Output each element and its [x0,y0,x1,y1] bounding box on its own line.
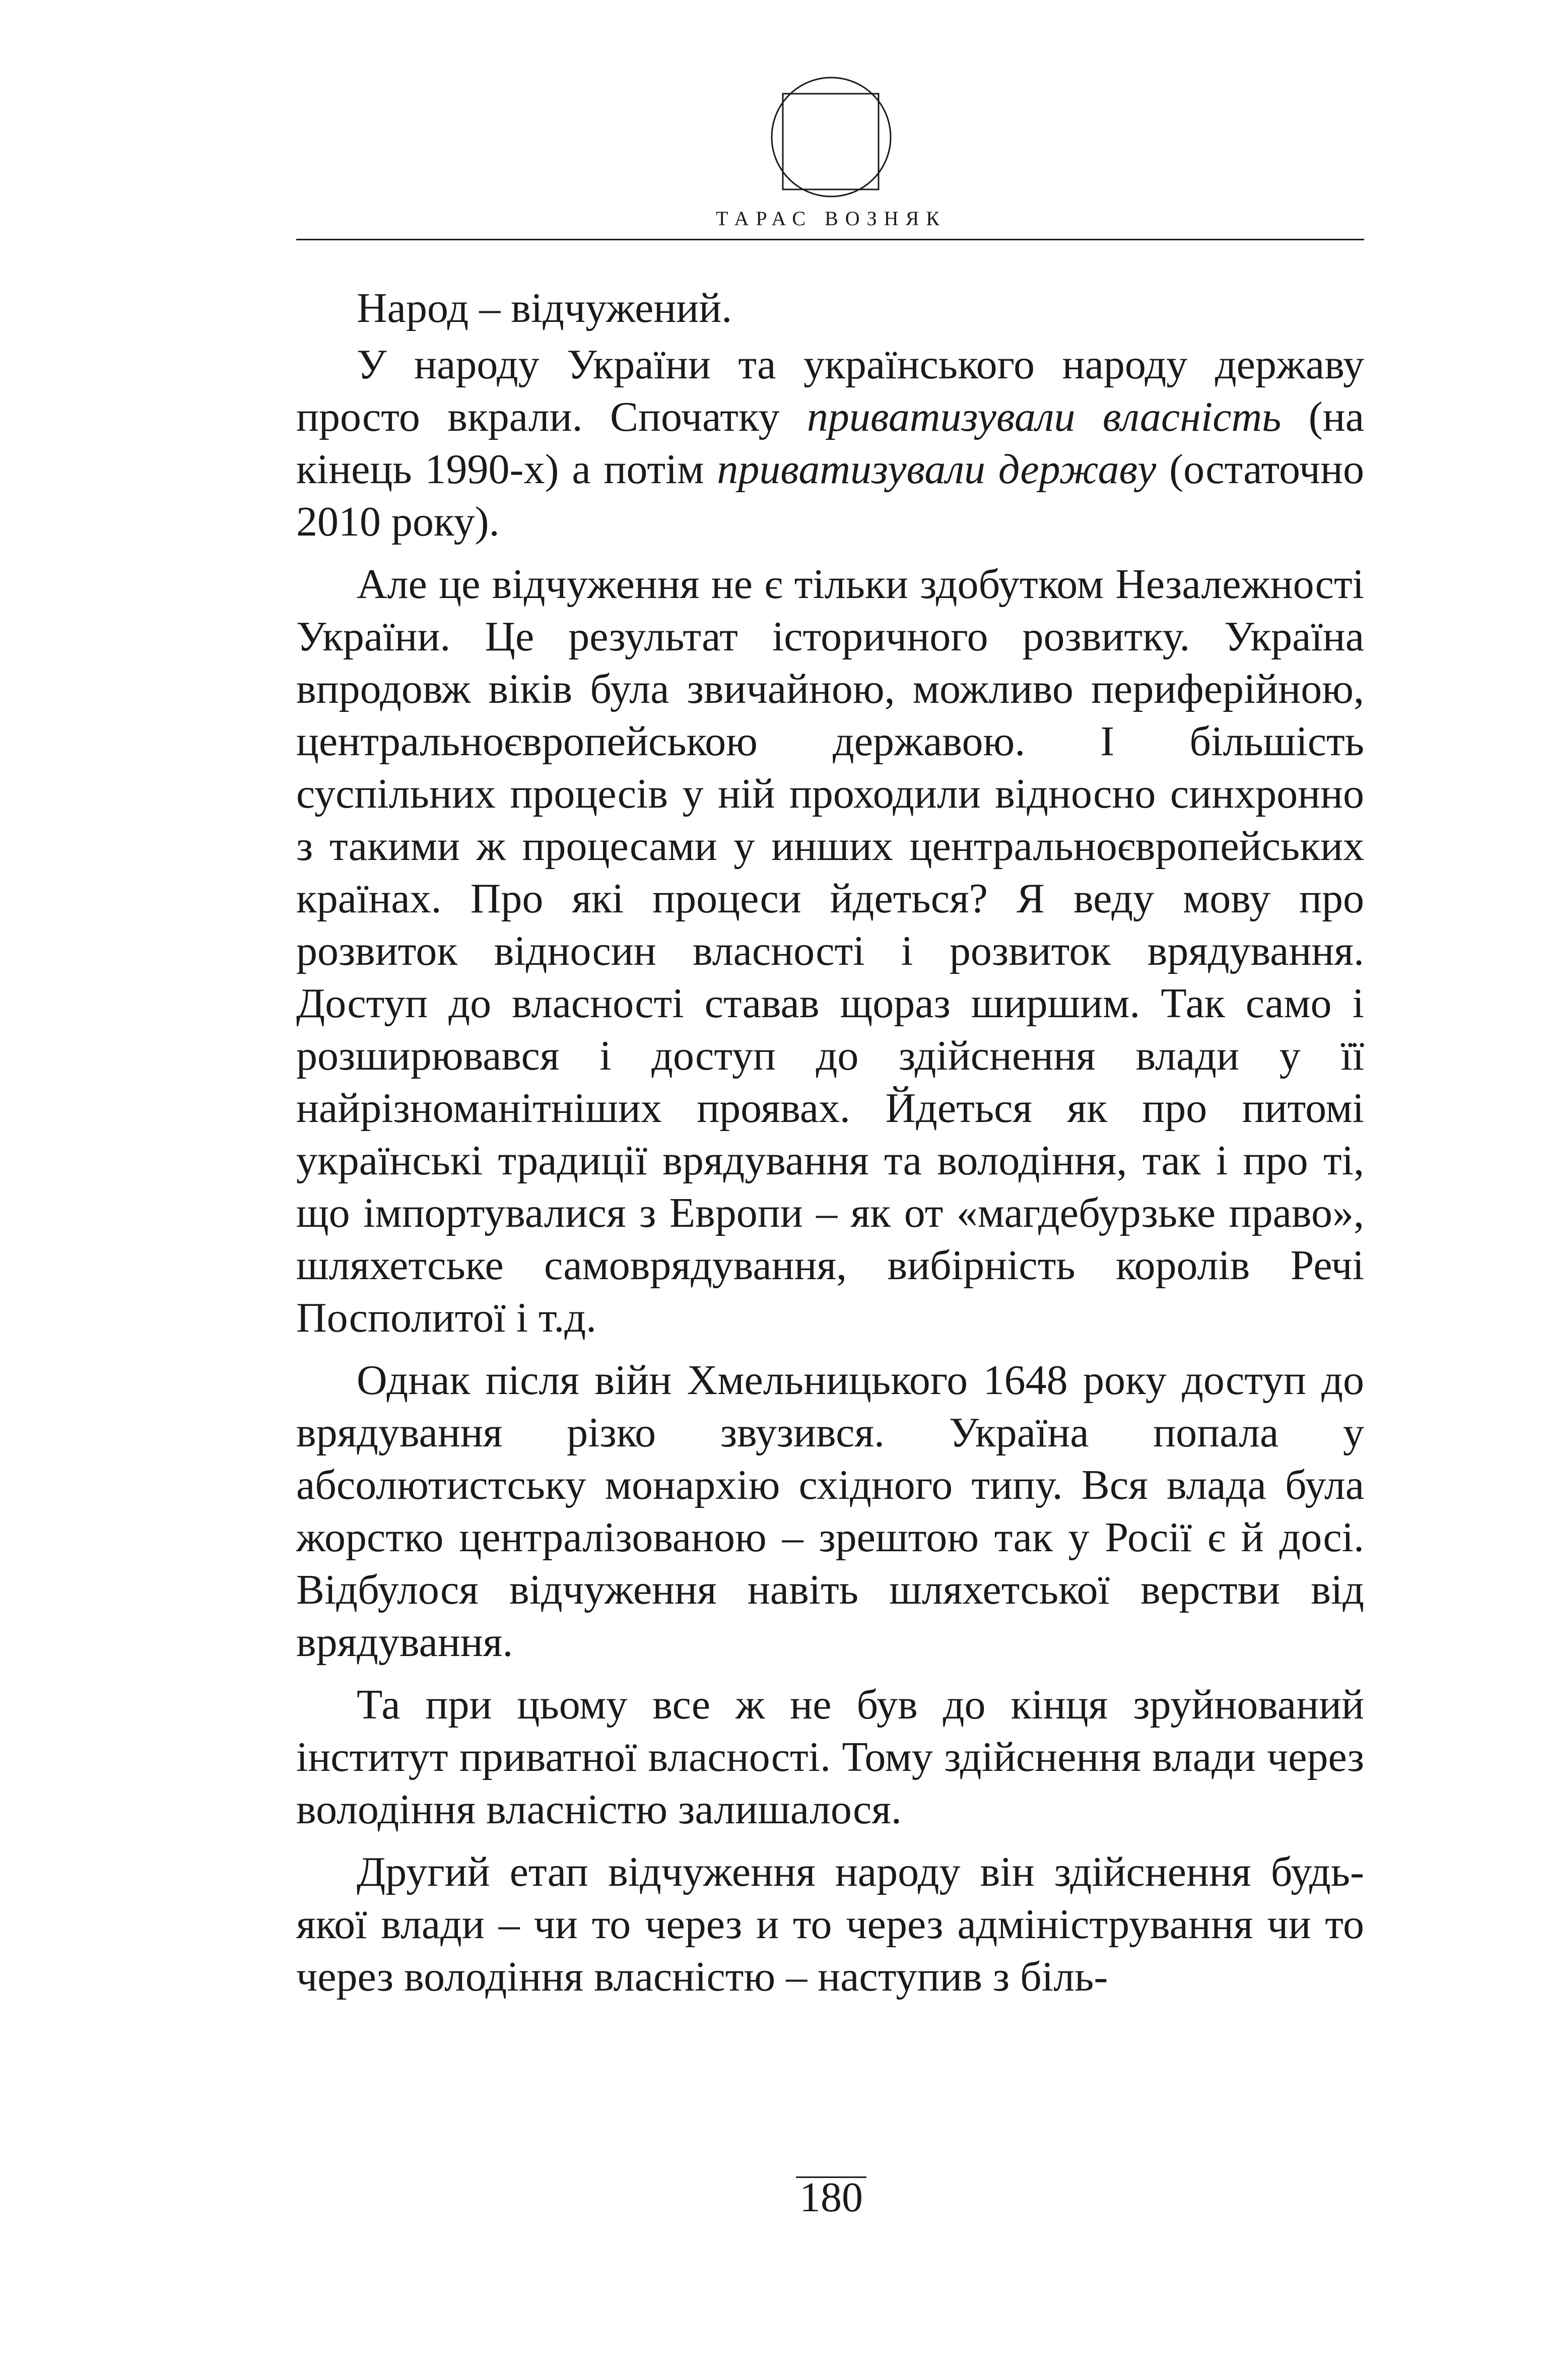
paragraph-2-text-c: (остаточно 2010 року). [296,446,1364,545]
paragraph-2-italic-b: приватизували державу [717,446,1157,493]
paragraph-1: Народ – відчужений. [357,285,732,332]
paragraph-5: Та при цьому все ж не був до кінця зруйнований інститут приватної власності. Тому здійснення влади через володіння власністю залишалося. [296,1681,1364,1833]
page-number: 180 [799,2174,863,2221]
header-rule [296,239,1364,240]
paragraph-2-text-a: У народу України та українського народу державу просто вкрали. Спочатку [296,341,1364,440]
main-text [296,282,1364,2013]
running-head-author: ТАРАС ВОЗНЯК [716,207,947,230]
paragraph-2-text-b: (на кінець 1990-х) а потім [296,393,1364,493]
circle-square-emblem-icon [766,72,897,203]
paragraph-2-italic-a: приватизували власність [806,393,1282,440]
paragraph-2 [296,339,1364,548]
paragraph-4: Однак після війн Хмельницького 1648 року доступ до врядування різко звузився. Україна попала у абсолютистську монархію східного типу. Вся влада була жорстко централізованою – зрештою так у Росії є й досі. Відбулося відчуження навіть шляхетської верстви від врядування. [296,1357,1364,1666]
paragraph-3: Але це відчуження не є тільки здобутком Незалежності України. Це результат історичного розвитку. Україна впродовж віків була звичайною, можливо периферійною, центральноєвропейською державою. І більшість суспільних процесів у ній проходили відносно синхронно з такими ж процесами у инших центральноєвропейських країнах. Про які процеси йдеться? Я веду мову про розвиток відносин власності і розвиток врядування. Доступ до власності ставав щораз ширшим. Так само і розширювався і доступ до здійснення влади у її найрізноманітніших проявах. Йдеться як про питомі українські традиції врядування та володіння, так і про ті, що імпортувалися з Европи – як от «магдебурзьке право», шляхетське самоврядування, вибірність королів Речі Посполитої і т.д. [296,561,1364,1341]
paragraph-6: Другий етап відчуження народу він здійснення будь-якої влади – чи то через и то через адміністрування чи то через володіння власністю – наступив з біль- [296,1848,1364,2000]
